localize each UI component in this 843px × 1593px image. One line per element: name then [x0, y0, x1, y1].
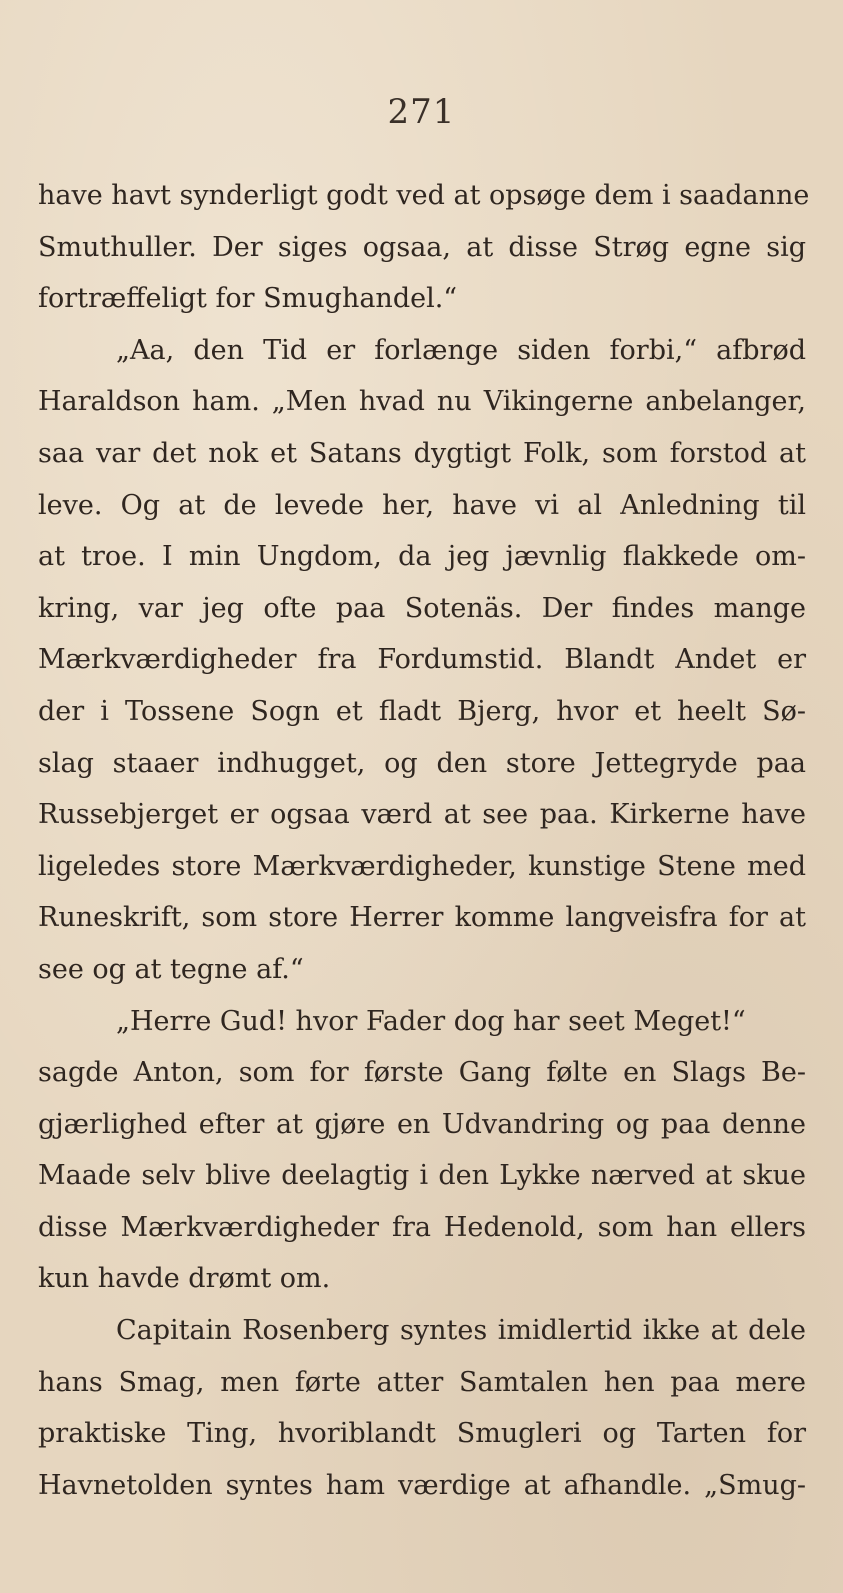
text-line: Mærkværdigheder fra Fordumstid. Blandt Andet er: [38, 644, 806, 676]
text-line: Maade selv blive deelagtig i den Lykke nærved at skue: [38, 1160, 806, 1192]
text-line: hans Smag, men førte atter Samtalen hen paa mere: [38, 1366, 806, 1398]
text-line: sagde Anton, som for første Gang følte en Slags Be-: [38, 1057, 806, 1089]
text-line: Haraldson ham. „Men hvad nu Vikingerne anbelanger,: [38, 386, 806, 418]
text-line: praktiske Ting, hvoriblandt Smugleri og Tarten for: [38, 1418, 806, 1450]
text-line: saa var det nok et Satans dygtigt Folk, som forstod at: [38, 437, 806, 469]
text-line: at troe. I min Ungdom, da jeg jævnlig flakkede om-: [38, 541, 806, 573]
text-line: see og at tegne af.“: [38, 953, 304, 985]
text-line: kring, var jeg ofte paa Sotenäs. Der findes mange: [38, 592, 806, 624]
text-line: „Herre Gud! hvor Fader dog har seet Meget!“: [116, 1005, 746, 1037]
text-line: ligeledes store Mærkværdigheder, kunstige Stene med: [38, 850, 806, 882]
text-line: Capitain Rosenberg syntes imidlertid ikke at dele: [116, 1315, 806, 1347]
text-line: disse Mærkværdigheder fra Hedenold, som han ellers: [38, 1211, 806, 1243]
body-text: [38, 170, 810, 1511]
text-line: Russebjerget er ogsaa værd at see paa. Kirkerne have: [38, 799, 806, 831]
text-line: leve. Og at de levede her, have vi al Anledning til: [38, 489, 806, 521]
text-line: have havt synderligt godt ved at opsøge dem i saadanne: [38, 180, 810, 211]
text-line: Smuthuller. Der siges ogsaa, at disse Strøg egne sig: [38, 231, 806, 263]
text-line: „Aa, den Tid er forlænge siden forbi,“ afbrød: [116, 334, 806, 366]
text-line: slag staaer indhugget, og den store Jettegryde paa: [38, 747, 806, 779]
text-line: Runeskrift, som store Herrer komme langveisfra for at: [38, 902, 806, 934]
text-line: kun havde drømt om.: [38, 1263, 331, 1295]
text-line: fortræffeligt for Smughandel.“: [38, 283, 458, 315]
text-line: gjærlighed efter at gjøre en Udvandring og paa denne: [38, 1108, 806, 1140]
text-line: Havnetolden syntes ham værdige at afhandle. „Smug-: [38, 1469, 806, 1501]
page-number: 271: [387, 92, 456, 132]
text-line: der i Tossene Sogn et fladt Bjerg, hvor et heelt Sø-: [38, 695, 806, 727]
